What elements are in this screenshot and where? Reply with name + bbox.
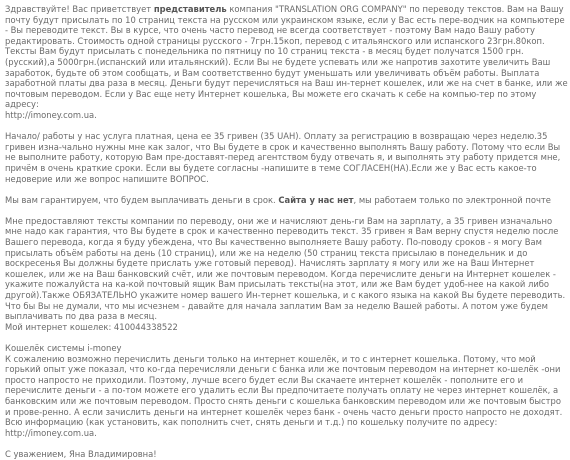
signature-text: С уважением, Яна Владимировна! <box>5 448 157 459</box>
wallets-text: К сожалению возможно перечислить деньги только на интернет кошелёк, и то с интернет кошелька. Потому, что мой горький опыт уже показал, что ко-гда перечисляли деньги с банка или же почтовым переводом на интернет ко-шелёк -они просто напросто не приходили. Поэтому, лучше всего будет если Вы скачаете интернет кошелёк - пополните его и перечислите деньги - а по-том можете его удалить если Вы предпочитаете получать оплату не через интернет кошелёк, а банковским или же почтовым переводом. Просто снять деньги с кошелька банковским переводом или же почтовым быстро и прове-ренно. А если зачислить деньги на интернет кошелёк через банк - очень часто деньги просто напросто не доходят. Всю информацию (как установить, как пополнить счет, снять деньги и т.д.) по кошельку получите по адресу: <box>5 353 563 428</box>
intro-text-2: компания "TRANSLATION ORG COMPANY" по переводу текстов. Вам на Вашу почту будут присылать по 10 страниц текста на русском или украинском языке, если у Вас есть пере-водчик на компьютере - Вы переводите текст. Вы в курсе, что очень часто перевод не всегда соответствует - поэтому Вам надо Вашу работу редактировать. Стоимость одной страницы русского - 7грн.15коп, перевод с итальянского или испанского 23грн.80коп. Тексты Вам будут присылать с понедельника по пятницу по 10 страниц текста - в месяц будет получатся 1500 грн.(русский),а 5000грн.(испанский или итальянский). Если Вы не будете успевать или же напротив захотите увеличить Ваш заработок, будьте об этом сообщать, и Вам соответственно будут уменьшать или увеличивать объём работы. Выплата заработной платы два раза в месяц. Деньги будут перечисляться на Ваш ин-тернет кошелек, или же на счет в банке, или же почтовым переводом. Если у Вас еще нету Интернет кошелька, Вы можете его скачать к себе на компью-тер по этому адресу: <box>5 4 568 110</box>
wallets-heading: Кошелёк системы i-money <box>5 343 122 353</box>
imoney-link-2[interactable]: http://imoney.com.ua. <box>5 427 97 438</box>
details-text: Мне предоставляют тексты компании по переводу, они же и начисляют день-ги Вам на зарплату, а 35 гривен изначально мне надо как гарантия, что Вы будете в срок и качественно переводить текст. 35 гривен я Вам верну спустя неделю после Вашего перевода, когда я буду убеждена, что Вы качественно выполняете Вашу работу. По-поводу сроков - я могу Вам присылать объём работы на день (10 страниц), или же на неделю (50 страниц текста присылаю в понедельник и до воскресенья Вы должны будете прислать уже готовый перевод). Начислять зарплату я могу или же на Ваш Интернет кошелек, или же на Ваш банковский счёт, или же почтовым переводом. Когда перечислите деньги на Интернет кошелек - укажите пожалуйста на ка-кой почтовый ящик Вам присылать тексты(на этот, или же Вам будет удоб-нее на какой либо другой).Также ОБЯЗАТЕЛЬНО укажите номер вашего Ин-тернет кошелька, и с какого языка на какой Вы будете переводить. Что бы Вы не думали, что мы исчезнем - давайте для начала заплатим Вам за неделю Вашей работы. А потом уже будем выплачивать по два раза в месяц. <box>5 215 566 322</box>
guarantee-paragraph <box>5 195 569 206</box>
intro-paragraph <box>5 4 569 121</box>
start-paragraph <box>5 131 569 184</box>
start-text: Начало/ работы у нас услуга платная, цена ее 35 гривен (35 UAH). Оплату за регистрацию в возвращаю через неделю.35 гривен изна-чально нужны мне как залог, что Вы будете в срок и качественно выполнять Вашу работу. Потому что если Вы не выполните работу, которую Вам пре-доставят-перед агентством буду отвечать я, и выполнять эту работу придется мне, причём в очень краткие сроки. Если вы будете согласны -напишите в теме СОГЛАСЕН(НА).Если же у Вас есть какое-то недоверие или же вопрос напишите ВОПРОС. <box>5 131 561 184</box>
signature-paragraph <box>5 449 569 460</box>
intro-text-1: Здравствуйте! Вас приветствует <box>5 4 154 14</box>
intro-representative-bold: представитель <box>153 4 227 14</box>
imoney-link-1[interactable]: http://imoney.com.ua. <box>5 109 97 120</box>
guarantee-text-1: Мы вам гарантируем, что будем выплачивать деньги в срок. <box>5 194 279 205</box>
details-paragraph <box>5 216 569 333</box>
wallet-number-line: Мой интернет кошелек: 410044338522 <box>5 321 178 332</box>
wallets-paragraph <box>5 343 569 438</box>
guarantee-text-2: , мы работаем только по электронной почте <box>353 194 551 205</box>
no-site-bold: Сайта у нас нет <box>278 194 354 205</box>
